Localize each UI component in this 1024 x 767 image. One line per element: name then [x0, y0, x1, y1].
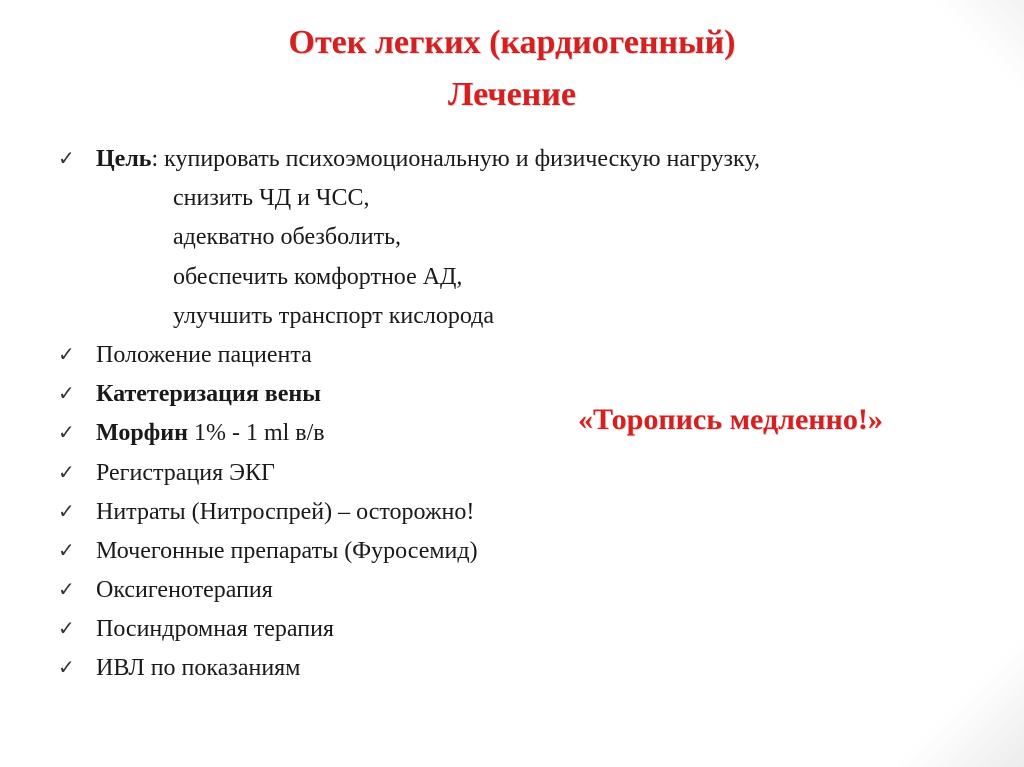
- item-vein: [96, 375, 321, 414]
- goal-first-line: купировать психоэмоциональную и физическую нагрузку,: [158, 146, 760, 172]
- item-ventilation: ИВЛ по показаниям: [96, 655, 301, 682]
- item-oxygen: Оксигенотерапия: [96, 577, 273, 604]
- item-morphine-name: Морфин: [96, 420, 188, 447]
- item-nitrates: Нитраты (Нитроспрей) – осторожно!: [96, 498, 475, 525]
- item-morphine-dose: 1% - 1 ml в/в: [187, 420, 325, 447]
- check-mark-icon: ✓: [58, 343, 75, 366]
- item-position: Положение пациента: [96, 341, 312, 368]
- check-mark-icon: ✓: [58, 618, 75, 641]
- motto-text: «Торопись медленно!»: [578, 403, 883, 436]
- slide-title: Отек легких (кардиогенный): [288, 24, 736, 61]
- check-mark-icon: ✓: [58, 657, 75, 680]
- item-morphine: [96, 414, 325, 453]
- item-vein-text: Катетеризация вены: [96, 381, 321, 408]
- goal-label-colon: :: [151, 146, 159, 172]
- goal-continuation-line: обеспечить комфортное АД,: [173, 263, 463, 290]
- check-mark-icon: ✓: [58, 383, 75, 406]
- item-syndromic: Посиндромная терапия: [96, 616, 334, 643]
- goal-continuation-line: улучшить транспорт кислорода: [173, 302, 494, 329]
- slide-subtitle: Лечение: [448, 76, 576, 113]
- check-mark-icon: ✓: [58, 422, 75, 445]
- goal-continuation-line: снизить ЧД и ЧСС,: [173, 185, 370, 212]
- goal-continuation-line: адекватно обезболить,: [173, 224, 402, 251]
- check-mark-icon: ✓: [58, 148, 75, 170]
- check-mark-icon: ✓: [58, 539, 75, 562]
- corner-shade-bottom: [894, 637, 1024, 767]
- check-mark-icon: ✓: [58, 579, 75, 602]
- item-diuretics: Мочегонные препараты (Фуросемид): [96, 537, 478, 564]
- item-ecg: Регистрация ЭКГ: [96, 459, 275, 486]
- goal-text: [96, 140, 760, 179]
- check-mark-icon: ✓: [58, 500, 75, 523]
- goal-label: Цель: [96, 146, 152, 172]
- check-mark-icon: ✓: [58, 461, 75, 484]
